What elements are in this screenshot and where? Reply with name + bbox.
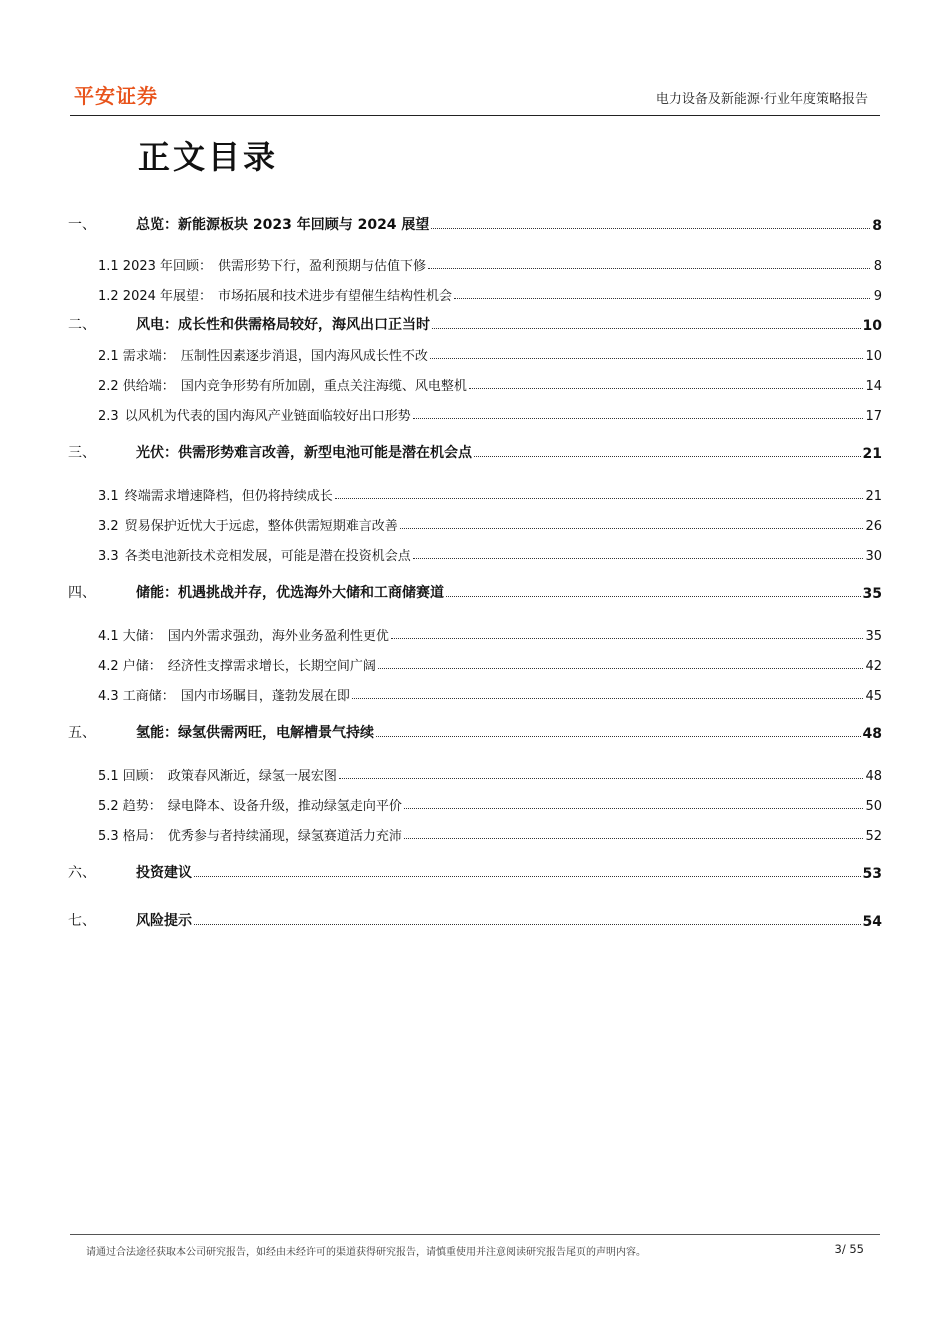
toc-entry-number: 3.2 [98,519,119,534]
toc-section-entry[interactable] [68,282,882,304]
toc-entry-title: 压制性因素逐步消退，国内海风成长性不改 [180,349,428,364]
toc-entry-number: 5.1 回顾： [98,769,162,784]
toc-entry-number: 5.3 格局： [98,829,162,844]
toc-leader-dots [430,357,864,359]
toc-entry-title: 总览：新能源板块 2023 年回顾与 2024 展望 [136,217,430,233]
toc-entry-number: 四、 [68,585,96,601]
toc-leader-dots [376,735,861,737]
toc-leader-dots [431,227,870,229]
toc-entry-title: 政策春风渐近，绿氢一展宏图 [167,769,337,784]
toc-entry-title: 氢能：绿氢供需两旺，电解槽景气持续 [136,725,374,741]
toc-entry-number: 六、 [68,865,96,881]
header-divider [70,115,880,116]
toc-entry-number: 3.1 [98,489,119,504]
toc-section-entry[interactable] [68,252,882,274]
toc-section-entry[interactable] [68,512,882,534]
toc-entry-number: 4.2 户储： [98,659,162,674]
toc-entry-number: 5.2 趋势： [98,799,162,814]
toc-entry-number: 2.3 [98,409,119,424]
toc-entry-page: 21 [862,446,882,462]
toc-entry-number: 2.1 需求端： [98,349,175,364]
toc-leader-dots [474,455,861,457]
toc-entry-title: 储能：机遇挑战并存，优选海外大储和工商储赛道 [136,585,444,601]
toc-entry-title: 终端需求增速降档，但仍将持续成长 [124,489,333,504]
toc-leader-dots [352,697,864,699]
toc-entry-page: 14 [865,379,882,394]
toc-entry-title: 优秀参与者持续涌现，绿氢赛道活力充沛 [167,829,402,844]
toc-entry-page: 52 [865,829,882,844]
report-title: 电力设备及新能源·行业年度策略报告 [655,92,868,107]
toc-leader-dots [413,417,864,419]
toc-entry-number: 二、 [68,317,96,333]
toc-entry-title: 风电：成长性和供需格局较好，海风出口正当时 [136,317,430,333]
toc-section-entry[interactable] [68,652,882,674]
toc-entry-title: 绿电降本、设备升级，推动绿氢走向平价 [167,799,402,814]
toc-entry-number: 三、 [68,445,96,461]
toc-leader-dots [432,327,861,329]
toc-entry-title: 风险提示 [136,913,192,929]
toc-entry-page: 8 [873,259,882,274]
toc-entry-title: 光伏：供需形势难言改善，新型电池可能是潜在机会点 [136,445,472,461]
toc-entry-number: 五、 [68,725,96,741]
toc-entry-page: 26 [865,519,882,534]
toc-entry-number: 1.1 2023 年回顾： [98,259,213,274]
toc-leader-dots [194,923,861,925]
toc-leader-dots [413,557,864,559]
toc-leader-dots [400,527,864,529]
toc-chapter-entry[interactable] [68,312,882,334]
page-number: 3/ 55 [834,1242,864,1256]
toc-entry-title: 市场拓展和技术进步有望催生结构性机会 [218,289,453,304]
toc-entry-page: 35 [862,586,882,602]
toc-entry-page: 10 [865,349,882,364]
toc-leader-dots [454,297,870,299]
toc-entry-title: 贸易保护近忧大于远虑，整体供需短期难言改善 [124,519,398,534]
toc-leader-dots [428,267,870,269]
footer-divider [70,1234,880,1235]
toc-section-entry[interactable] [68,622,882,644]
toc-chapter-entry[interactable] [68,720,882,742]
toc-entry-title: 国内外需求强劲，海外业务盈利性更优 [167,629,389,644]
toc-section-entry[interactable] [68,482,882,504]
toc-entry-number: 1.2 2024 年展望： [98,289,213,304]
toc-leader-dots [194,875,861,877]
toc-entry-number: 一、 [68,217,96,233]
toc-entry-page: 21 [865,489,882,504]
toc-leader-dots [391,637,864,639]
toc-entry-page: 48 [865,769,882,784]
toc-entry-page: 17 [865,409,882,424]
toc-chapter-entry[interactable] [68,580,882,602]
toc-section-entry[interactable] [68,342,882,364]
toc-entry-page: 30 [865,549,882,564]
toc-entry-title: 各类电池新技术竞相发展，可能是潜在投资机会点 [124,549,411,564]
toc-entry-number: 2.2 供给端： [98,379,175,394]
toc-chapter-entry[interactable] [68,212,882,234]
toc-section-entry[interactable] [68,402,882,424]
toc-leader-dots [469,387,864,389]
toc-leader-dots [335,497,864,499]
brand-logo: 平安证券 [74,84,158,108]
toc-leader-dots [446,595,861,597]
page-title: 正文目录 [138,138,279,176]
toc-entry-page: 10 [862,318,882,334]
toc-entry-page: 45 [865,689,882,704]
toc-entry-title: 投资建议 [136,865,192,881]
toc-section-entry[interactable] [68,822,882,844]
toc-entry-page: 54 [862,914,882,930]
toc-section-entry[interactable] [68,792,882,814]
toc-entry-page: 42 [865,659,882,674]
toc-section-entry[interactable] [68,372,882,394]
toc-entry-page: 48 [862,726,882,742]
toc-entry-page: 53 [862,866,882,882]
toc-entry-page: 8 [872,218,882,234]
toc-entry-page: 9 [873,289,882,304]
toc-leader-dots [404,807,864,809]
toc-entry-title: 以风机为代表的国内海风产业链面临较好出口形势 [124,409,411,424]
toc-entry-number: 4.1 大储： [98,629,162,644]
toc-entry-page: 50 [865,799,882,814]
toc-section-entry[interactable] [68,682,882,704]
toc-entry-number: 3.3 [98,549,119,564]
toc-entry-title: 供需形势下行，盈利预期与估值下修 [218,259,427,274]
toc-chapter-entry[interactable] [68,860,882,882]
toc-section-entry[interactable] [68,542,882,564]
toc-entry-number: 4.3 工商储： [98,689,175,704]
toc-leader-dots [339,777,864,779]
toc-chapter-entry[interactable] [68,908,882,930]
toc-leader-dots [378,667,864,669]
toc-entry-title: 经济性支撑需求增长，长期空间广阔 [167,659,376,674]
footer-disclaimer: 请通过合法途径获取本公司研究报告，如经由未经许可的渠道获得研究报告，请慎重使用并注意阅读研究报告尾页的声明内容。 [86,1247,646,1258]
toc-entry-title: 国内市场瞩目，蓬勃发展在即 [180,689,350,704]
toc-leader-dots [404,837,864,839]
toc-entry-number: 七、 [68,913,96,929]
toc-entry-page: 35 [865,629,882,644]
toc-entry-title: 国内竞争形势有所加剧，重点关注海缆、风电整机 [180,379,467,394]
toc-chapter-entry[interactable] [68,440,882,462]
toc-section-entry[interactable] [68,762,882,784]
